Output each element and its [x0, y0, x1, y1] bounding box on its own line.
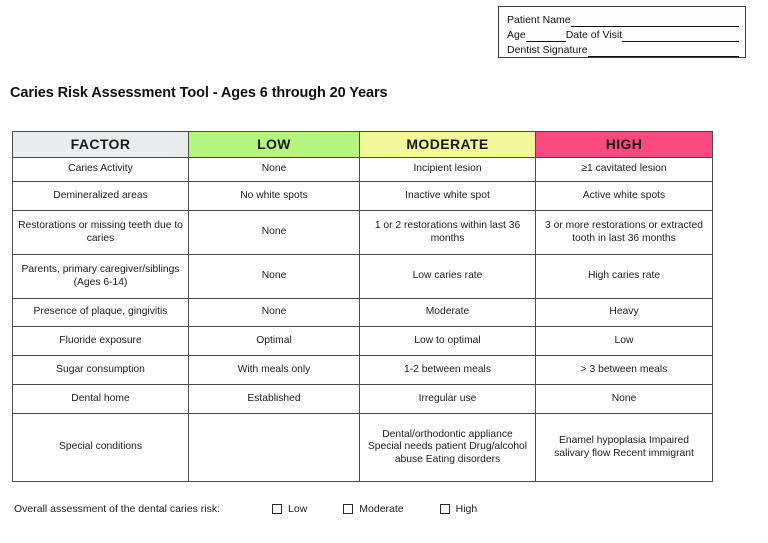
row-high: None: [536, 385, 713, 414]
age-label: Age: [507, 29, 526, 41]
overall-assessment-moderate[interactable]: [343, 503, 403, 515]
overall-assessment-moderate-label: Moderate: [359, 503, 404, 515]
overall-assessment-label: Overall assessment of the dental caries risk:: [14, 503, 221, 515]
row-high: Active white spots: [536, 182, 713, 211]
overall-assessment-high[interactable]: [440, 503, 478, 515]
row-high: > 3 between meals: [536, 356, 713, 385]
row-high: ≥1 cavitated lesion: [536, 158, 713, 182]
row-moderate: Irregular use: [360, 385, 536, 414]
row-factor: Demineralized areas: [13, 182, 189, 211]
row-moderate: 1 or 2 restorations within last 36 months: [360, 211, 536, 255]
table-row: [13, 327, 713, 356]
dentist-signature-line: [507, 42, 739, 57]
checkbox-low-icon[interactable]: [272, 504, 282, 514]
row-moderate: 1-2 between meals: [360, 356, 536, 385]
overall-assessment-low-label: Low: [288, 503, 308, 515]
row-moderate: Incipient lesion: [360, 158, 536, 182]
row-high: Low: [536, 327, 713, 356]
row-moderate: Dental/orthodontic appliance Special needs patient Drug/alcohol abuse Eating disorders: [360, 414, 536, 482]
age-input[interactable]: [526, 30, 566, 42]
row-factor: Caries Activity: [13, 158, 189, 182]
row-factor: Presence of plaque, gingivitis: [13, 299, 189, 327]
overall-assessment-row: [14, 503, 477, 515]
table-row: [13, 255, 713, 299]
age-date-line: [507, 27, 739, 42]
table-header-row: [13, 132, 713, 158]
row-low: With meals only: [189, 356, 360, 385]
date-of-visit-label: Date of Visit: [565, 29, 623, 41]
row-high: High caries rate: [536, 255, 713, 299]
row-factor: Special conditions: [13, 414, 189, 482]
overall-assessment-high-label: High: [455, 503, 478, 515]
header-factor: FACTOR: [13, 132, 189, 158]
row-low: None: [189, 211, 360, 255]
row-factor: Fluoride exposure: [13, 327, 189, 356]
row-low: Established: [189, 385, 360, 414]
table-row: [13, 182, 713, 211]
patient-name-input[interactable]: [571, 15, 739, 27]
row-moderate: Low caries rate: [360, 255, 536, 299]
row-low: No white spots: [189, 182, 360, 211]
page-title: Caries Risk Assessment Tool - Ages 6 through 20 Years: [10, 85, 388, 101]
row-moderate: Moderate: [360, 299, 536, 327]
row-factor: Dental home: [13, 385, 189, 414]
patient-name-label: Patient Name: [507, 14, 571, 26]
table-row: [13, 211, 713, 255]
row-low: None: [189, 158, 360, 182]
row-moderate: Low to optimal: [360, 327, 536, 356]
row-high: 3 or more restorations or extracted tooth in last 36 months: [536, 211, 713, 255]
checkbox-moderate-icon[interactable]: [343, 504, 353, 514]
patient-name-line: [507, 12, 739, 27]
header-moderate: MODERATE: [360, 132, 536, 158]
row-low: None: [189, 255, 360, 299]
row-high: Enamel hypoplasia Impaired salivary flow Recent immigrant: [536, 414, 713, 482]
header-high: HIGH: [536, 132, 713, 158]
table-row: [13, 414, 713, 482]
date-of-visit-input[interactable]: [622, 30, 739, 42]
header-low: LOW: [189, 132, 360, 158]
patient-info-box: [498, 6, 746, 58]
table-row: [13, 385, 713, 414]
dentist-signature-input[interactable]: [588, 45, 739, 57]
table-row: [13, 356, 713, 385]
row-low: [189, 414, 360, 482]
row-factor: Restorations or missing teeth due to caries: [13, 211, 189, 255]
caries-risk-table: [12, 131, 713, 482]
checkbox-high-icon[interactable]: [440, 504, 450, 514]
row-low: Optimal: [189, 327, 360, 356]
row-factor: Sugar consumption: [13, 356, 189, 385]
table-row: [13, 299, 713, 327]
row-low: None: [189, 299, 360, 327]
dentist-signature-label: Dentist Signature: [507, 44, 588, 56]
table-row: [13, 158, 713, 182]
row-moderate: Inactive white spot: [360, 182, 536, 211]
row-factor: Parents, primary caregiver/siblings (Ages 6-14): [13, 255, 189, 299]
overall-assessment-low[interactable]: [272, 503, 307, 515]
row-high: Heavy: [536, 299, 713, 327]
